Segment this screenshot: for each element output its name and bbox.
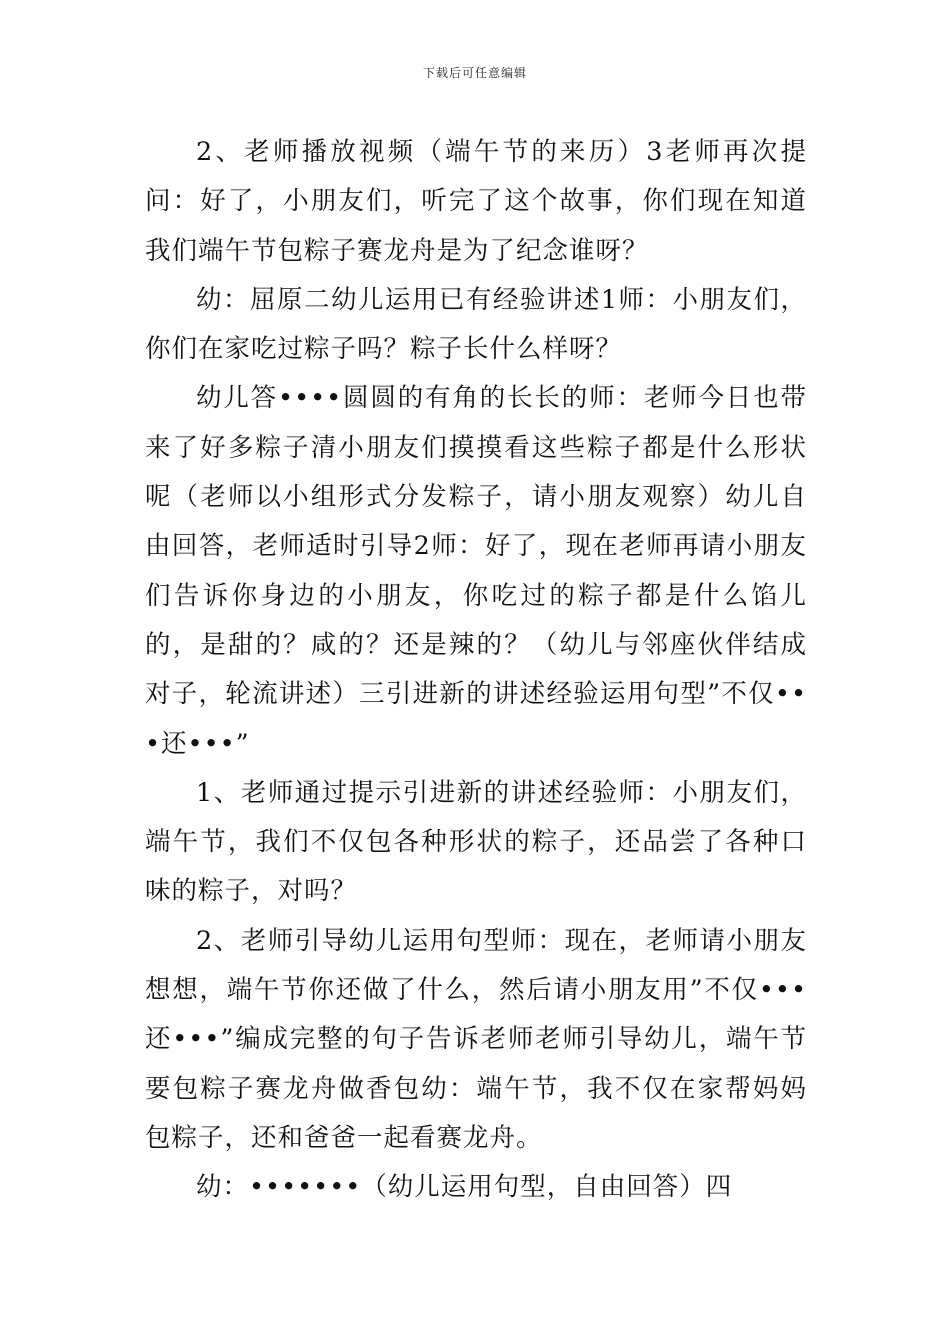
paragraph-2: 幼：屈原二幼儿运用已有经验讲述1师：小朋友们，你们在家吃过粽子吗？粽子长什么样呀？ [145,284,807,365]
paragraph-4: 1、老师通过提示引进新的讲述经验师：小朋友们，端午节，我们不仅包各种形状的粽子，还品尝了各种口味的粽子，对吗？ [145,777,807,907]
page-header-note: 下载后可任意编辑 [422,66,527,80]
paragraph-6: 幼：•••••••（幼儿运用句型，自由回答）四 [196,1172,733,1203]
paragraph-5: 2、老师引导幼儿运用句型师：现在，老师请小朋友想想，端午节你还做了什么，然后请小朋友用”不仅•••还•••”编成完整的句子告诉老师老师引导幼儿，端午节要包粽子赛龙舟做香包幼：端午节，我不仅在家帮妈妈包粽子，还和爸爸一起看赛龙舟。 [145,925,807,1153]
paragraph-1: 2、老师播放视频（端午节的来历）3老师再次提问：好了，小朋友们，听完了这个故事，你们现在知道我们端午节包粽子赛龙舟是为了纪念谁呀？ [145,137,807,266]
paragraph-3: 幼儿答••••圆圆的有角的长长的师：老师今日也带来了好多粽子清小朋友们摸摸看这些粽子都是什么形状呢（老师以小组形式分发粽子，请小朋友观察）幼儿自由回答，老师适时引导2师：好了，现在老师再请小朋友们告诉你身边的小朋友，你吃过的粽子都是什么馅儿的，是甜的？咸的？还是辣的？（幼儿与邻座伙伴结成对子，轮流讲述）三引进新的讲述经验运用句型”不仅•••还•••” [145,383,807,759]
document-body [145,128,807,1213]
